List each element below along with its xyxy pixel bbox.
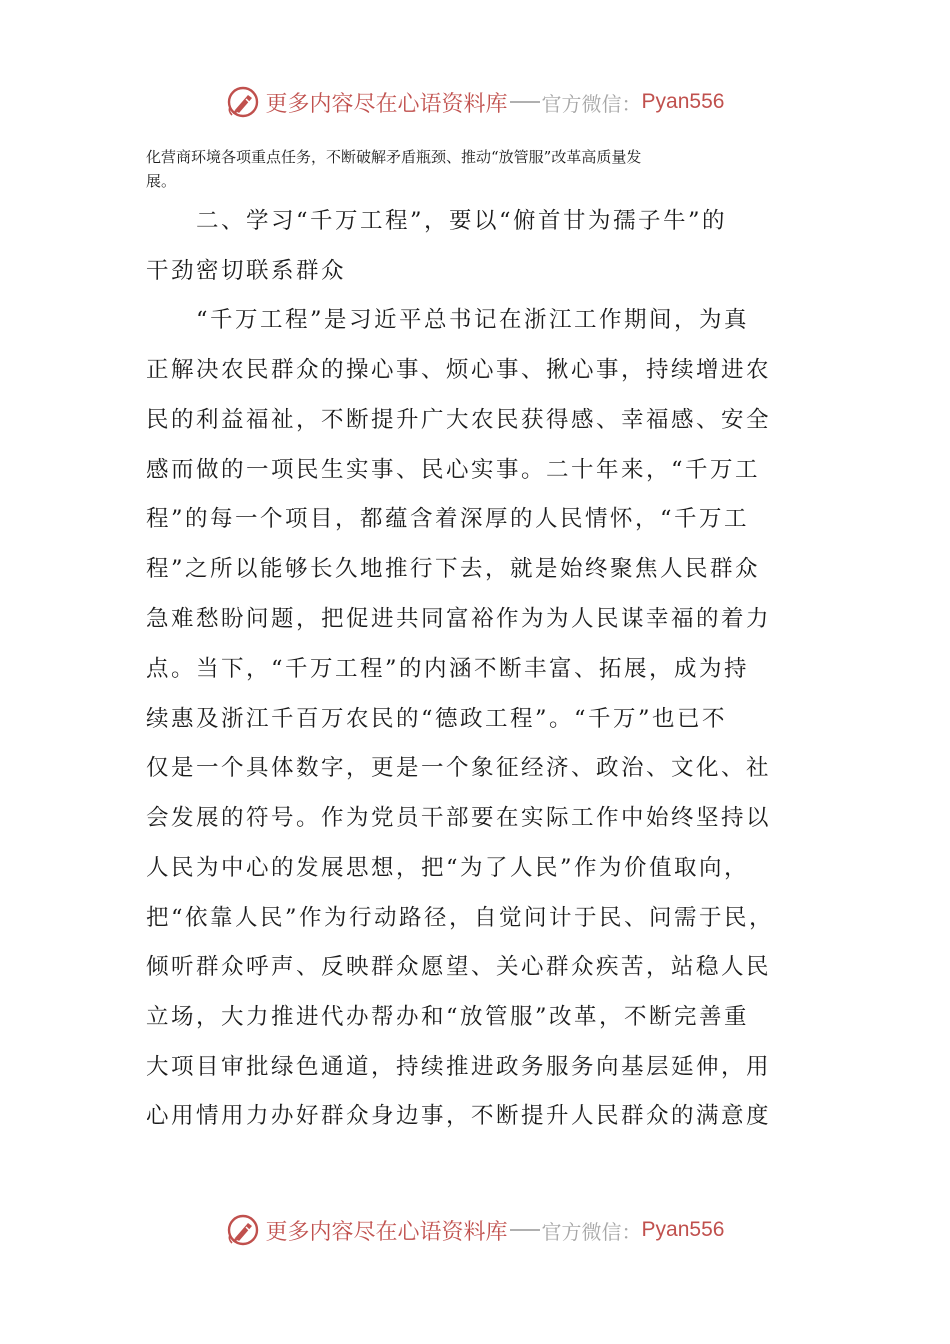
body-line: 会发展的符号。作为党员干部要在实际工作中始终坚持以 [146,805,772,831]
body-line: 续惠及浙江千百万农民的“德政工程”。“千万”也已不 [146,706,728,732]
body-line: 大项目审批绿色通道，持续推进政务服务向基层延伸，用 [146,1054,772,1080]
body-line: “千万工程”是习近平总书记在浙江工作期间，为真 [146,307,750,333]
body-line: 民的利益福祉，不断提升广大农民获得感、幸福感、安全 [146,407,772,433]
wechat-id: Pyan556 [641,1218,725,1241]
body-line: 把“依靠人民”作为行动路径，自觉问计于民、问需于民， [146,905,775,931]
body-line: 点。当下，“千万工程”的内涵不断丰富、拓展，成为持 [146,656,750,682]
section-heading-line: 干劲密切联系群众 [146,258,347,284]
brand-text: 更多内容尽在心语资料库 [265,1219,508,1245]
banner-divider [510,1229,540,1231]
lead-line: 展。 [146,172,177,190]
lead-line: 化营商环境各项重点任务，不断破解矛盾瓶颈、推动“放管服”改革高质量发 [146,148,642,166]
wechat-label: 官方微信： [541,91,642,116]
wechat-label: 官方微信： [541,1219,642,1244]
fountain-pen-logo-icon [226,1213,260,1247]
body-line: 程”的每一个项目，都蕴含着深厚的人民情怀，“千万工 [146,506,750,532]
header-watermark-banner [0,82,950,122]
body-line: 倾听群众呼声、反映群众愿望、关心群众疾苦，站稳人民 [146,954,772,980]
lead-paragraph [146,145,806,193]
body-line: 仅是一个具体数字，更是一个象征经济、政治、文化、社 [146,755,772,781]
body-line: 急难愁盼问题，把促进共同富裕作为为人民谋幸福的着力 [146,606,772,632]
section-heading-line: 二、学习“千万工程”，要以“俯首甘为孺子牛”的 [146,208,728,234]
body-line: 正解决农民群众的操心事、烦心事、揪心事，持续增进农 [146,357,772,383]
banner-divider [510,101,540,103]
fountain-pen-logo-icon [226,85,260,119]
body-line: 程”之所以能够长久地推行下去，就是始终聚焦人民群众 [146,556,761,582]
footer-watermark-banner [0,1210,950,1250]
body-line: 心用情用力办好群众身边事，不断提升人民群众的满意度 [146,1103,772,1129]
body-line: 立场，大力推进代办帮办和“放管服”改革，不断完善重 [146,1004,750,1030]
body-line: 人民为中心的发展思想，把“为了人民”作为价值取向， [146,855,750,881]
brand-text: 更多内容尽在心语资料库 [265,91,508,117]
wechat-id: Pyan556 [641,90,725,113]
body-line: 感而做的一项民生实事、民心实事。二十年来，“千万工 [146,457,761,483]
